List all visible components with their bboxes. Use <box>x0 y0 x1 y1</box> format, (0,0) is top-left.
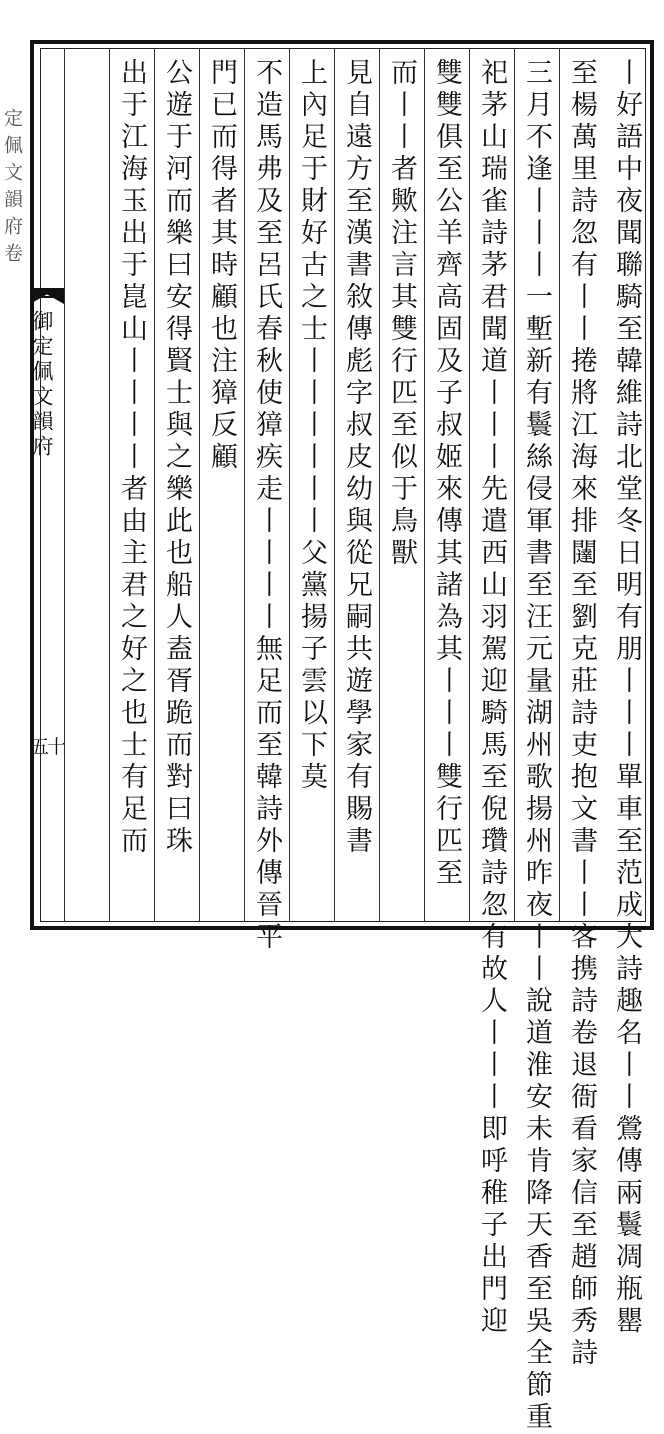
text-column-4: 祀茅山瑞雀詩茅君聞道丨丨丨先遣西山羽駕迎騎馬至倪瓚詩忽有故人丨丨丨即呼稚子出門迎 <box>476 58 507 1338</box>
text-column-11: 公遊于河而樂曰安得賢士與之樂此也船人盍胥跪而對曰珠 <box>161 58 192 858</box>
text-column-9: 不造馬弗及至呂氏春秋使獐疾走丨丨丨丨無足而至韓詩外傳晉平 <box>251 58 282 954</box>
page-number: 五十 <box>30 736 65 758</box>
text-column-12: 出于江海玉出于崑山丨丨丨丨者由主君之好之也士有足而 <box>116 58 147 858</box>
adjacent-page-edge <box>0 48 30 922</box>
column-rule <box>64 48 65 922</box>
text-column-2: 至楊萬里詩忽有丨丨捲將江海來排闥至劉克莊詩吏抱文書丨丨客携詩卷退衙看家信至趙師秀詩 <box>566 58 597 1370</box>
text-column-1: 丨好語中夜聞聯騎至韓維詩北堂冬日明有朋丨丨丨單車至范成大詩趣名丨丨鶯傳兩鬟凋瓶罌 <box>611 58 642 1338</box>
text-column-5: 雙雙俱至公羊齊高固及子叔姬來傳其諸為其丨丨丨雙行匹至 <box>431 58 462 890</box>
text-column-10: 門已而得者其時顧也注獐反顧 <box>206 58 237 474</box>
text-column-6: 而丨丨者歟注言其雙行匹至似于鳥獸 <box>386 58 417 570</box>
adjacent-page-text: 定佩文韻府卷 <box>1 108 23 270</box>
text-column-3: 三月不逢丨丨丨一塹新有鬟絲侵軍書至汪元量湖州歌揚州昨夜丨丨說道淮安未肯降天香至吳全節重 <box>521 58 552 1434</box>
text-column-8: 上內足于財好古之士丨丨丨丨丨丨父黨揚子雲以下莫 <box>296 58 327 794</box>
text-column-7: 見自遠方至漢書敘傳彪字叔皮幼與從兄嗣共遊學家有賜書 <box>341 58 372 858</box>
margin-book-title: 御定佩文韻府 <box>30 310 54 460</box>
